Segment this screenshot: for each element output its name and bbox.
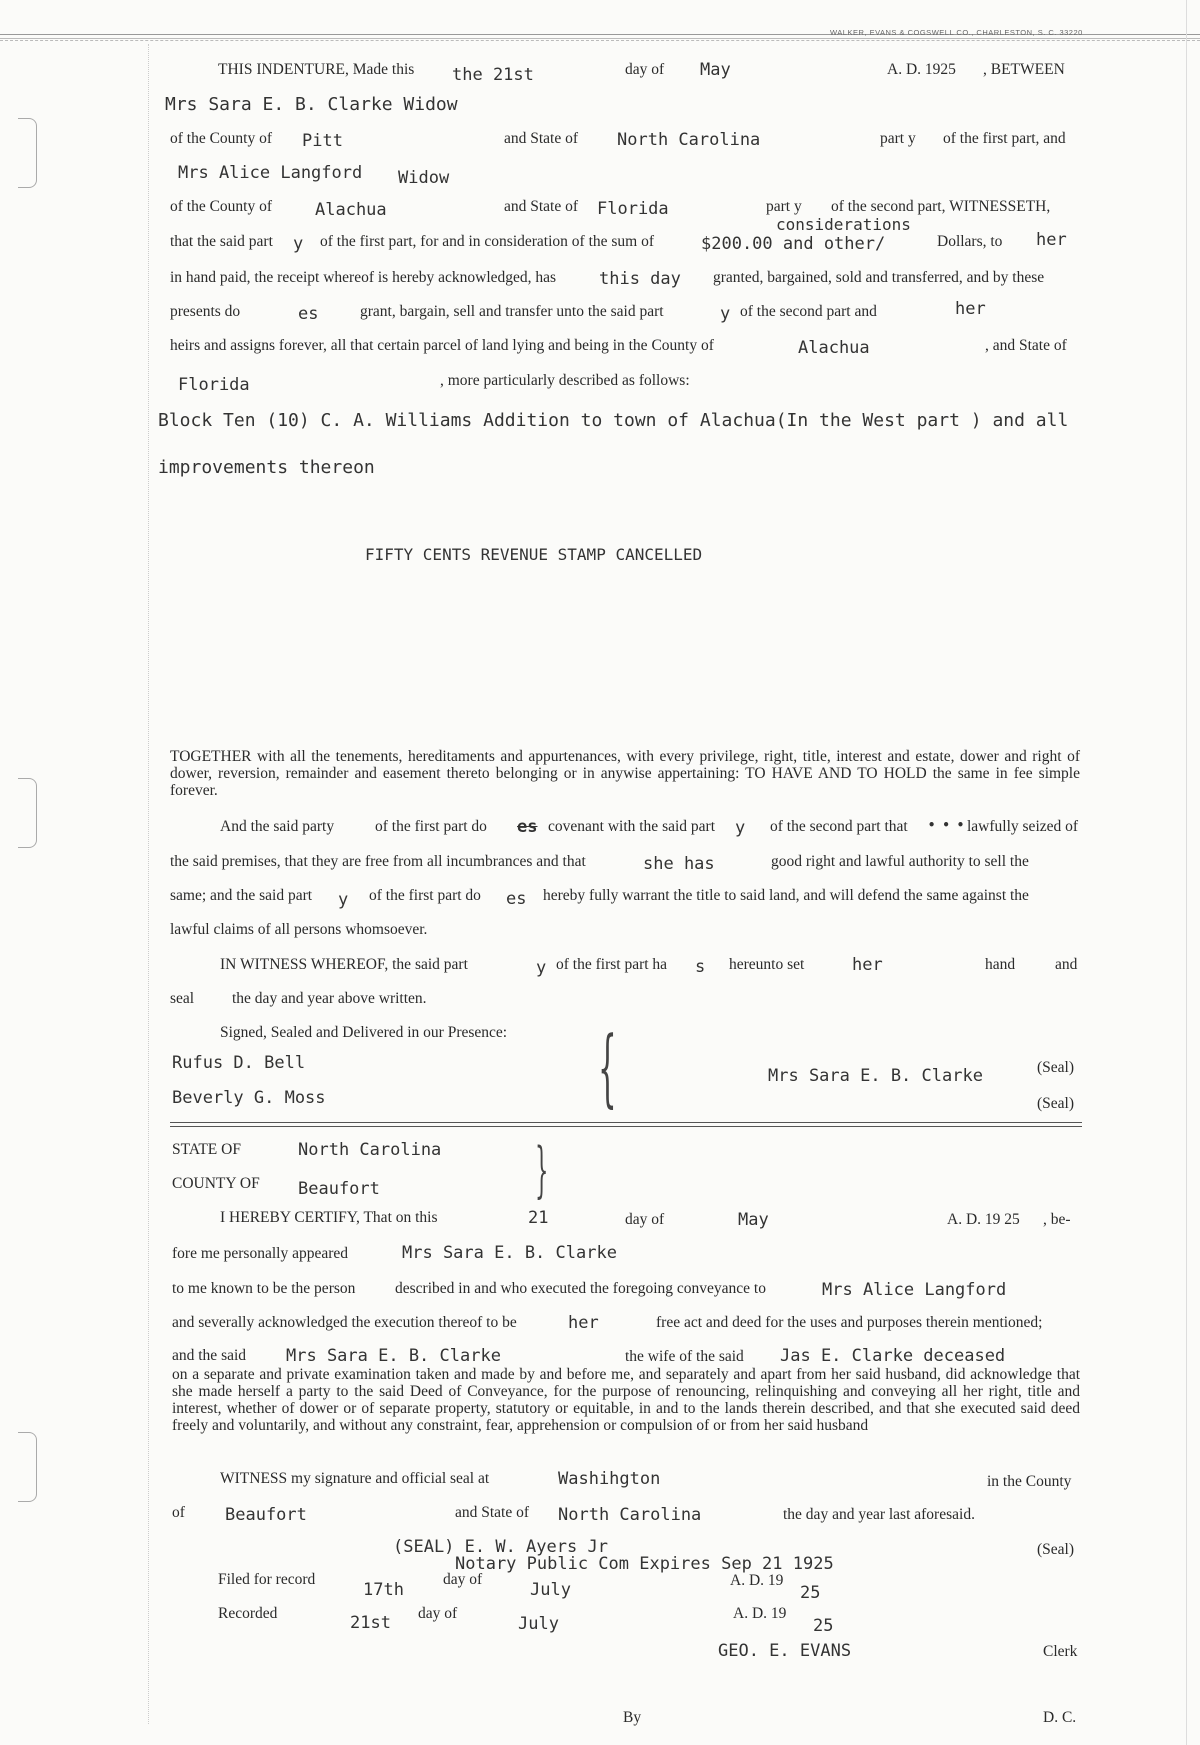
grantor-signature: Mrs Sara E. B. Clarke (768, 1066, 983, 1086)
section-divider (170, 1122, 1082, 1127)
ack-day: 21 (528, 1208, 549, 1228)
binder-hole-middle (18, 778, 37, 848)
recorded-month: July (518, 1614, 559, 1634)
second-part-that: of the second part that (770, 818, 908, 835)
state-2: Florida (597, 199, 669, 219)
warrant-text: hereby fully warrant the title to said land, and will defend the same against the (543, 887, 1029, 904)
seal-mark-1: (Seal) (1037, 1059, 1075, 1076)
top-border-dashed (0, 40, 1200, 41)
heirs-text: heirs and assigns forever, all that certain parcel of land lying and being in the County of (170, 337, 714, 354)
described-in-text: described in and who executed the foregoing conveyance to (395, 1280, 766, 1297)
state-of-label-1: and State of (504, 130, 579, 147)
es-suffix-2: es (506, 889, 527, 909)
in-the-county: in the County (987, 1473, 1072, 1490)
witness-my-text: WITNESS my signature and official seal at (220, 1470, 490, 1487)
indenture-intro: THIS INDENTURE, Made this (218, 61, 415, 78)
clerk-label: Clerk (1043, 1643, 1078, 1660)
deputy-clerk-label: D. C. (1043, 1709, 1077, 1726)
indenture-month: May (700, 60, 731, 80)
known-text: to me known to be the person (172, 1280, 356, 1297)
recorded-day: 21st (350, 1613, 391, 1633)
county-2: Alachua (315, 200, 387, 220)
and-said-text: and the said (172, 1347, 247, 1364)
covenant-with: covenant with the said part (548, 818, 716, 835)
together-clause: TOGETHER with all the tenements, hereditaments and appurtenances, with every privilege, right, title, interest and estate, dower and right of dower, reversion, remainder and easement thereto belonging or in anywise appertaining: TO HAVE AND TO HOLD the same in fee simple forever. (170, 748, 1080, 799)
that-said-part: that the said part (170, 233, 273, 250)
presents-do: presents do (170, 303, 241, 320)
second-part-witnesseth: of the second part, WITNESSETH, (831, 198, 1051, 215)
party-suffix-4: y (338, 890, 349, 910)
binder-hole-bottom (18, 1432, 37, 1502)
described-text: , more particularly described as follows: (440, 372, 690, 389)
state-of-label-3: , and State of (985, 337, 1067, 354)
ack-county: Beaufort (298, 1179, 380, 1199)
signed-sealed-text: Signed, Sealed and Delivered in our Presence: (220, 1024, 508, 1041)
witness-state: North Carolina (558, 1505, 702, 1525)
state-1: North Carolina (617, 130, 761, 150)
signature-brace: { (598, 1018, 617, 1116)
of-word: of (172, 1504, 185, 1521)
notary-commission: Notary Public Com Expires Sep 21 1925 (455, 1554, 834, 1574)
witness-county: Beaufort (225, 1505, 307, 1525)
grantee-pronoun-1: her (1036, 230, 1067, 250)
ack-month: May (738, 1210, 769, 1230)
grant-text: grant, bargain, sell and transfer unto the said part (360, 303, 664, 320)
second-part-and: of the second part and (740, 303, 877, 320)
hereunto-set: hereunto set (729, 956, 805, 973)
witness-1: Rufus D. Bell (172, 1053, 306, 1073)
seal-mark-2: (Seal) (1037, 1095, 1075, 1112)
es-struck: es (517, 817, 538, 837)
filed-year: 25 (800, 1583, 821, 1603)
dots-mark: • • • (928, 818, 965, 832)
dollars-to: Dollars, to (937, 233, 1003, 250)
she-has: she has (643, 854, 715, 874)
binder-hole-top (18, 118, 37, 188)
granted-text: granted, bargained, sold and transferred, and by these (713, 269, 1045, 286)
ack-day-of: day of (625, 1211, 665, 1228)
first-part-and: of the first part, and (943, 130, 1066, 147)
indenture-year: A. D. 1925 (887, 61, 956, 78)
lawfully-seized: lawfully seized of (967, 818, 1079, 835)
day-of-label: day of (625, 61, 665, 78)
hand-paid-text: in hand paid, the receipt whereof is hereby acknowledged, has (170, 269, 557, 286)
county-1: Pitt (302, 131, 343, 151)
second-party-title: Widow (398, 168, 450, 188)
party-label-1: part y (880, 130, 916, 147)
day-year-above: the day and year above written. (232, 990, 427, 1007)
notary-name: (SEAL) E. W. Ayers Jr (393, 1537, 608, 1557)
county-of-label: COUNTY OF (172, 1175, 260, 1192)
her-hand: her (852, 955, 883, 975)
filed-month: July (530, 1580, 571, 1600)
ack-grantee: Mrs Alice Langford (822, 1280, 1007, 1300)
good-right: good right and lawful authority to sell the (771, 853, 1029, 870)
county-of-label-2: of the County of (170, 198, 273, 215)
clerk-name: GEO. E. EVANS (718, 1641, 852, 1661)
state-of-label: STATE OF (172, 1141, 241, 1158)
ack-her: her (568, 1313, 599, 1333)
land-description-1: Block Ten (10) C. A. Williams Addition to town of Alachua(In the West part ) and all (158, 410, 1069, 431)
indenture-day: the 21st (452, 65, 534, 85)
considerations-note: considerations (776, 215, 911, 234)
state-3: Florida (178, 375, 250, 395)
between-label: , BETWEEN (983, 61, 1065, 78)
county-3: Alachua (798, 338, 870, 358)
first-party-name: Mrs Sara E. B. Clarke Widow (165, 94, 458, 115)
first-part-ha: of the first part ha (556, 956, 668, 973)
filed-day: 17th (363, 1580, 404, 1600)
consideration-text: of the first part, for and in consideration of the sum of (320, 233, 655, 250)
recorded-year: 25 (813, 1616, 834, 1636)
party-suffix-3: y (735, 818, 746, 838)
revenue-stamp-note: FIFTY CENTS REVENUE STAMP CANCELLED (365, 545, 703, 564)
and-word: and (1055, 956, 1078, 973)
severally-text: and severally acknowledged the execution thereof to be (172, 1314, 517, 1331)
filed-day-of: day of (443, 1571, 483, 1588)
grantee-pronoun-2: her (955, 299, 986, 319)
recorded-ad: A. D. 19 (733, 1605, 787, 1622)
first-part-do-2: of the first part do (369, 887, 481, 904)
party-suffix-2: y (720, 304, 731, 324)
recorded-label: Recorded (218, 1605, 278, 1622)
notary-seal: (Seal) (1037, 1541, 1075, 1558)
separate-examination-clause: on a separate and private examination taken and made by and before me, and separately and apart from her said husband, did acknowledge that she made herself a party to the said Deed of Conveyance, for the purpose of renouncing, relinquishing and conveying all her right, title and interest, whether of dower or of separate property, statutory or equitable, in and to the lands therein described, and that she executed said deed freely and voluntarily, and without any constraint, fear, apprehension or compulsion of or from her said husband (172, 1366, 1080, 1434)
fore-me-text: fore me personally appeared (172, 1245, 349, 1262)
ack-state: North Carolina (298, 1140, 442, 1160)
and-said-party: And the said party (220, 818, 335, 835)
party-suffix-5: y (536, 958, 547, 978)
ack-brace: } (535, 1135, 549, 1205)
and-state-of: and State of (455, 1504, 530, 1521)
recorded-day-of: day of (418, 1605, 458, 1622)
said-name: Mrs Sara E. B. Clarke (286, 1346, 501, 1366)
appeared-name: Mrs Sara E. B. Clarke (402, 1243, 617, 1263)
witness-2: Beverly G. Moss (172, 1088, 326, 1108)
premises-text: the said premises, that they are free from all incumbrances and that (170, 853, 586, 870)
printer-imprint: WALKER, EVANS & COGSWELL CO., CHARLESTON, S. C. 33220 (830, 28, 1083, 37)
s-suffix: s (695, 957, 706, 977)
second-party-name: Mrs Alice Langford (178, 163, 363, 183)
wife-of-text: the wife of the said (625, 1348, 744, 1365)
first-part-do: of the first part do (375, 818, 487, 835)
county-of-label-1: of the County of (170, 130, 273, 147)
by-label: By (623, 1709, 642, 1726)
certify-text: I HEREBY CERTIFY, That on this (220, 1209, 438, 1226)
be-word: , be- (1043, 1211, 1071, 1228)
right-margin-line (1186, 0, 1187, 1745)
last-aforesaid: the day and year last aforesaid. (783, 1506, 975, 1523)
witness-place: Washihgton (558, 1469, 661, 1489)
husband-name: Jas E. Clarke deceased (780, 1346, 1006, 1366)
state-of-label-2: and State of (504, 198, 579, 215)
seal-word: seal (170, 990, 195, 1007)
party-suffix-1: y (293, 234, 304, 254)
same-said-part: same; and the said part (170, 887, 313, 904)
land-description-2: improvements thereon (158, 457, 375, 478)
filed-for-record: Filed for record (218, 1571, 316, 1588)
free-act-text: free act and deed for the uses and purposes therein mentioned; (656, 1314, 1043, 1331)
lawful-claims: lawful claims of all persons whomsoever. (170, 921, 428, 938)
ack-year: A. D. 19 25 (947, 1211, 1020, 1228)
es-suffix-1: es (298, 304, 319, 324)
consideration-sum: $200.00 and other/ (701, 234, 886, 254)
hand-word: hand (985, 956, 1016, 973)
left-margin-line (148, 44, 149, 1724)
filed-ad: A. D. 19 (730, 1572, 784, 1589)
in-witness-text: IN WITNESS WHEREOF, the said part (220, 956, 468, 973)
this-day: this day (599, 269, 681, 289)
party-label-2: part y (766, 198, 802, 215)
